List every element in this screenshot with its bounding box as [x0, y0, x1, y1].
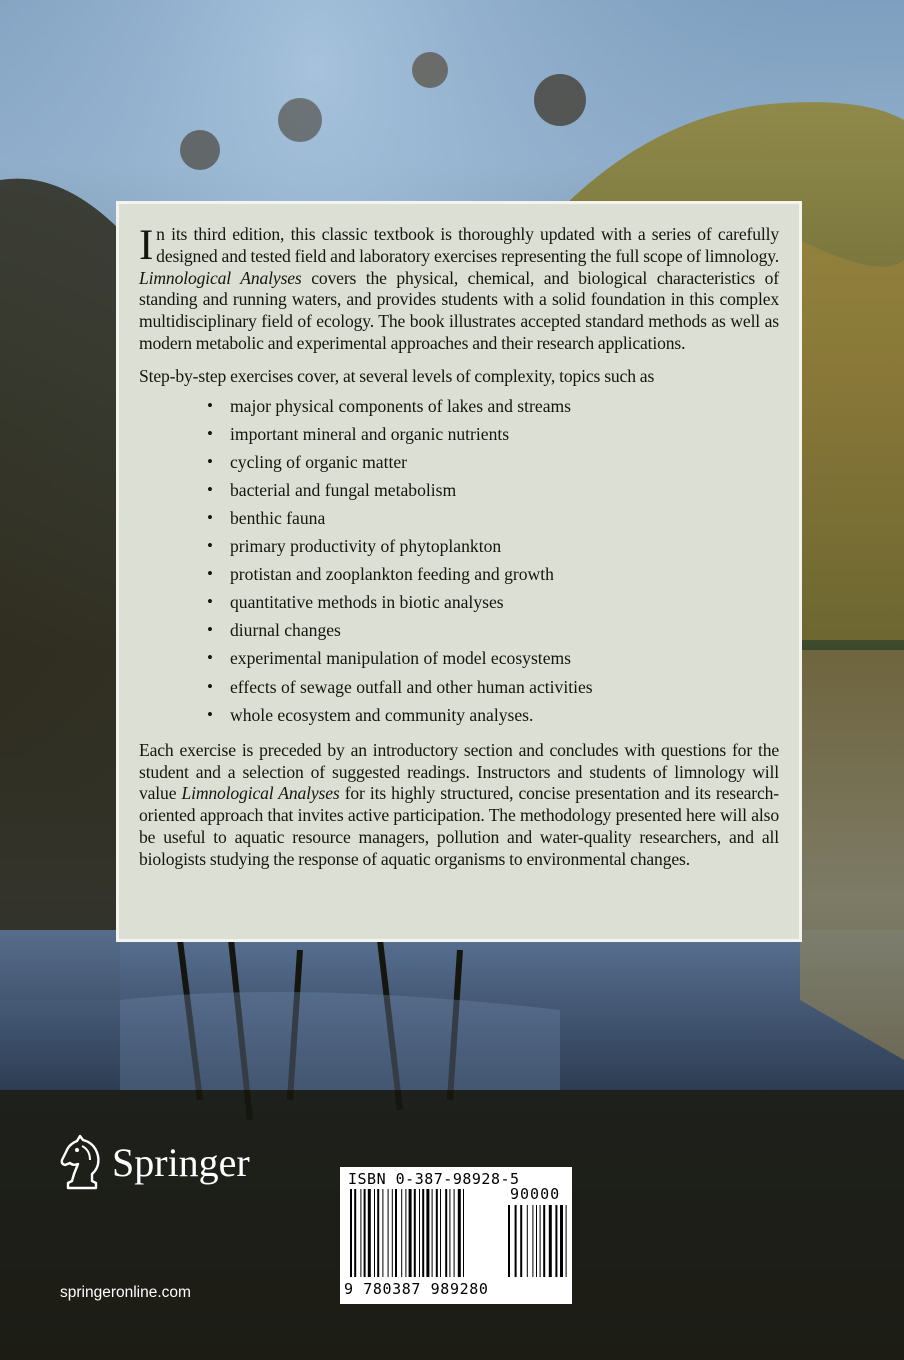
barcode-bar [354, 1189, 356, 1277]
para2-text-a: Each exercise is preceded by an introductory section and concludes with questions for the student and a selection of suggested readings. Instructors and students of limnology will value [139, 739, 779, 804]
barcode-bar [515, 1205, 517, 1277]
knight-chess-piece-icon [56, 1134, 108, 1192]
barcode-bar [440, 1189, 441, 1277]
barcode-bar [422, 1189, 424, 1277]
barcode-bar [527, 1205, 528, 1277]
barcode-bar [377, 1189, 379, 1277]
topic-item: • quantitative methods in biotic analyses [207, 588, 779, 616]
para1-text-a: n its third edition, this classic textbook is thoroughly updated with a series of carefully designed and tested field and laboratory exercises representing the full scope of limnology. [156, 224, 779, 266]
barcode-bar [409, 1189, 412, 1277]
barcode-bar [520, 1205, 522, 1277]
barcode-bar [360, 1189, 361, 1277]
barcode-bar [392, 1189, 393, 1277]
barcode-bar [374, 1189, 375, 1277]
barcode-bar [543, 1205, 545, 1277]
description-paragraph-1 [139, 224, 779, 355]
topic-item: • effects of sewage outfall and other human activities [207, 673, 779, 701]
description-paragraph-2 [139, 740, 779, 871]
barcode-bar [436, 1189, 438, 1277]
barcode-bar [536, 1205, 537, 1277]
topic-item: • experimental manipulation of model ecosystems [207, 644, 779, 672]
barcode-bar [419, 1189, 420, 1277]
topic-item: • benthic fauna [207, 504, 779, 532]
barcode-bar [449, 1189, 450, 1277]
barcode-bar [395, 1189, 397, 1277]
barcode-bar [445, 1189, 447, 1277]
description-panel [116, 201, 802, 942]
barcode-bar [426, 1189, 429, 1277]
barcode-bar [566, 1205, 567, 1277]
barcode-bar [405, 1189, 406, 1277]
barcode-bar [350, 1189, 352, 1277]
barcode-bar [454, 1189, 455, 1277]
price-code: 90000 [510, 1185, 561, 1203]
barcode-bar [508, 1205, 510, 1277]
topics-lead-in: Step-by-step exercises cover, at several levels of complexity, topics such as [139, 365, 655, 386]
barcode-bar [364, 1189, 366, 1277]
topic-item: • whole ecosystem and community analyses. [207, 701, 779, 729]
barcode-bar [463, 1189, 464, 1277]
para2-text-b: for its highly structured, concise presentation and its research-oriented approach that invites active participation. The methodology presented here will also be useful to aquatic resource managers, pollution and water-quality researchers, and all biologists studying the response of aquatic organisms to environmental changes. [139, 783, 779, 869]
ean-number: 9 780387 989280 [344, 1280, 489, 1298]
barcode-bar [414, 1189, 416, 1277]
barcode-bar [540, 1205, 541, 1277]
barcode-bar [432, 1189, 433, 1277]
publisher-website: springeronline.com [60, 1284, 191, 1301]
isbn-label: ISBN 0-387-98928-5 [348, 1170, 520, 1188]
topic-item: • important mineral and organic nutrients [207, 420, 779, 448]
barcode-bar [388, 1189, 389, 1277]
springer-logo [56, 1134, 250, 1192]
barcode-bar [401, 1189, 402, 1277]
topic-item: • protistan and zooplankton feeding and growth [207, 560, 779, 588]
barcode-bar [368, 1189, 371, 1277]
topic-item: • major physical components of lakes and streams [207, 392, 779, 420]
topic-item: • cycling of organic matter [207, 448, 779, 476]
barcode-bar [458, 1189, 461, 1277]
isbn-barcode [340, 1167, 572, 1304]
barcode-bar [532, 1205, 533, 1277]
barcode-bar [560, 1205, 563, 1277]
topic-list [139, 392, 779, 729]
barcode-bar [555, 1205, 557, 1277]
topic-item: • bacterial and fungal metabolism [207, 476, 779, 504]
topic-item: • primary productivity of phytoplankton [207, 532, 779, 560]
drop-cap: I [139, 222, 154, 269]
publisher-name: Springer [112, 1140, 250, 1185]
topic-item: • diurnal changes [207, 616, 779, 644]
barcode-bar [382, 1189, 383, 1277]
book-title-2: Limnological Analyses [181, 783, 340, 804]
book-title-1: Limnological Analyses [139, 267, 302, 288]
barcode-bar [549, 1205, 552, 1277]
para1-text-b: covers the physical, chemical, and biological characteristics of standing and running waters, and provides students with a solid foundation in this complex multidisciplinary field of ecology. The book illustrates accepted standard methods as well as modern metabolic and experimental approaches and their research applications. [139, 267, 780, 353]
